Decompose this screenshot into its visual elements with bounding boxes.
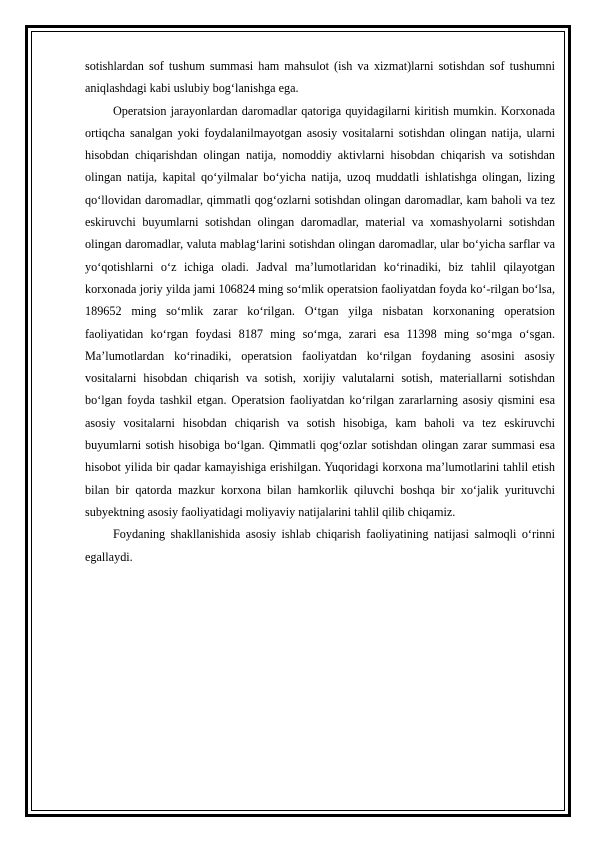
paragraph-2: Operatsion jarayonlardan daromadlar qatoriga quyidagilarni kiritish mumkin. Korxonada ortiqcha sanalgan yoki foydalanilmayotgan asosiy vositalarni sotishdan olingan natija, ularni hisobdan chiqarishdan olingan natija, nomoddiy aktivlarni hisobdan chiqarish va sotishdan olingan natija, kapital qo‘yilmalar bo‘yicha natija, uzoq muddatli ishlatishga olingan, lizing qo‘llovidan daromadlar, qimmatli qog‘ozlarni sotishdan olingan daromadlar, kam baholi va tez eskiruvchi buyumlarni sotishdan olingan daromadlar, material va xomashyolarni sotishdan olingan daromadlar, valuta mablag‘larini sotishdan olingan daromadlar, ular bo‘yicha sarflar va yo‘qotishlarni o‘z ichiga oladi. Jadval ma’lumotlaridan ko‘rinadiki, biz tahlil qilayotgan korxonada joriy yilda jami 106824 ming so‘mlik operatsion faoliyatdan foyda ko‘-rilgan bo‘lsa, 189652 ming so‘mlik zarar ko‘rilgan. O‘tgan yilga nisbatan korxonaning operatsion faoliyatidan ko‘rgan foydasi 8187 ming so‘mga, zarari esa 11398 ming so‘mga o‘sgan. Ma’lumotlardan ko‘rinadiki, operatsion faoliyatdan ko‘rilgan foydaning asosini asosiy vositalarni hisobdan chiqarish va sotish, xorijiy valutalarni sotish, materiallarni sotishdan bo‘lgan foyda tashkil etgan. Operatsion faoliyatdan ko‘rilgan zararlarning asosiy qismini esa asosiy vositalarni hisobdan chiqarish va sotish hisobiga, kam baholi va tez eskiruvchi buyumlarni sotish hisobiga bo‘lgan. Qimmatli qog‘ozlar sotishdan olingan zarar summasi esa hisobot yilida bir qadar kamayishiga erishilgan. Yuqoridagi korxona ma’lumotlarini tahlil etish bilan bir qatorda mazkur korxona bilan hamkorlik qiluvchi boshqa bir xo‘jalik yurituvchi subyektning asosiy faoliyatidagi moliyaviy natijalarini tahlil qilib chiqamiz. — [85, 103, 555, 519]
document-body — [85, 55, 555, 568]
paragraph-1: sotishlardan sof tushum summasi ham mahsulot (ish va xizmat)larni sotishdan sof tushumni aniqlashdagi kabi uslubiy bog‘lanishga ega. — [85, 59, 555, 96]
paragraph-3: Foydaning shakllanishida asosiy ishlab chiqarish faoliyatining natijasi salmoqli o‘rinni egallaydi. — [85, 527, 555, 564]
